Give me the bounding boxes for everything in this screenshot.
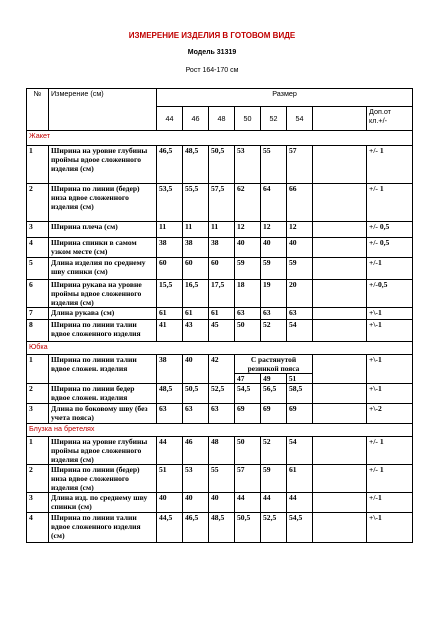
size-value: 12 xyxy=(235,222,261,238)
row-measurement: Длина изделия по среднему шву спинки (см) xyxy=(49,258,157,280)
row-number: 7 xyxy=(27,308,49,320)
header-size: Размер xyxy=(157,89,413,107)
size-value: 40 xyxy=(235,238,261,258)
row-number: 4 xyxy=(27,238,49,258)
elastic-waist-subtable xyxy=(235,355,312,383)
size-value: 69 xyxy=(235,404,261,424)
size-value: 50 xyxy=(235,320,261,342)
section-title: Юбка xyxy=(27,342,413,355)
row-measurement: Ширина по линии (бедер) низа вдвое сложенного изделия (см) xyxy=(49,465,157,493)
row-number: 1 xyxy=(27,146,49,184)
size-value: 38 xyxy=(183,238,209,258)
size-value: 52 xyxy=(261,320,287,342)
row-measurement: Ширина по линии талии вдвое сложенного изделия xyxy=(49,320,157,342)
size-value: 57,5 xyxy=(209,184,235,222)
size-value: 59 xyxy=(261,258,287,280)
size-value: 50,5 xyxy=(209,146,235,184)
header-spacer xyxy=(313,107,367,131)
size-value: 40 xyxy=(183,493,209,513)
tolerance-value: +/- 1 xyxy=(367,184,413,222)
spacer-cell xyxy=(313,320,367,342)
size-value: 41 xyxy=(157,320,183,342)
spacer-cell xyxy=(313,493,367,513)
tolerance-value: +/- 1 xyxy=(367,146,413,184)
spacer-cell xyxy=(313,404,367,424)
size-value: 40 xyxy=(183,355,209,384)
size-value: 17,5 xyxy=(209,280,235,308)
size-value: 19 xyxy=(261,280,287,308)
row-measurement: Ширина плеча (см) xyxy=(49,222,157,238)
spacer-cell xyxy=(313,146,367,184)
section-title: Блузка на бретелях xyxy=(27,424,413,437)
section-row xyxy=(27,131,413,146)
size-value: 11 xyxy=(183,222,209,238)
tolerance-value: +\-1 xyxy=(367,384,413,404)
size-value: 48,5 xyxy=(157,384,183,404)
model-number: Модель 31319 xyxy=(187,49,237,56)
tolerance-value: +\-1 xyxy=(367,355,413,384)
row-number: 4 xyxy=(27,513,49,543)
size-value: 63 xyxy=(209,404,235,424)
row-number: 3 xyxy=(27,404,49,424)
size-value: 45 xyxy=(209,320,235,342)
size-value: 50,5 xyxy=(235,513,261,543)
row-number: 2 xyxy=(27,384,49,404)
section-title: Жакет xyxy=(27,131,413,146)
row-measurement: Ширина на уровне глубины проймы вдоое сложенного изделия (см) xyxy=(49,146,157,184)
row-number: 6 xyxy=(27,280,49,308)
row-measurement: Ширина на уровне глубины проймы вдвое сложенного изделия (см) xyxy=(49,437,157,465)
size-value: 59 xyxy=(235,258,261,280)
size-value: 55,5 xyxy=(183,184,209,222)
size-value: 44 xyxy=(261,493,287,513)
size-value: 12 xyxy=(287,222,313,238)
document-title: ИЗМЕРЕНИЕ ИЗДЕЛИЯ В ГОТОВОМ ВИДЕ xyxy=(128,31,296,40)
tolerance-value: +/-1 xyxy=(367,493,413,513)
size-value: 61 xyxy=(287,465,313,493)
elastic-waist-note: С растянутой резинкой пояса xyxy=(235,355,312,374)
size-value: 60 xyxy=(183,258,209,280)
header-measurement: Измерение (см) xyxy=(49,89,157,131)
size-value: 54 xyxy=(287,320,313,342)
table-row xyxy=(27,258,413,280)
tolerance-value: +/- 1 xyxy=(367,437,413,465)
row-measurement: Длина по боковому шву (без учета пояса) xyxy=(49,404,157,424)
elastic-waist-cell xyxy=(235,355,313,384)
tolerance-value: +/-1 xyxy=(367,258,413,280)
table-row xyxy=(27,384,413,404)
size-value: 38 xyxy=(157,355,183,384)
size-value: 64 xyxy=(261,184,287,222)
header-size-44: 44 xyxy=(157,107,183,131)
table-row xyxy=(27,355,413,384)
measurement-table xyxy=(26,88,413,543)
size-value: 40 xyxy=(287,238,313,258)
size-value: 18 xyxy=(235,280,261,308)
row-number: 1 xyxy=(27,437,49,465)
row-measurement: Ширина по линии талии вдвое сложен. изделия xyxy=(49,355,157,384)
size-value: 46,5 xyxy=(157,146,183,184)
section-row xyxy=(27,342,413,355)
tolerance-value: +\-2 xyxy=(367,404,413,424)
size-value: 69 xyxy=(261,404,287,424)
size-value: 55 xyxy=(209,465,235,493)
size-value: 44 xyxy=(287,493,313,513)
row-measurement: Длина изд. по среднему шву спинки (см) xyxy=(49,493,157,513)
spacer-cell xyxy=(313,308,367,320)
table-row xyxy=(27,238,413,258)
table-row xyxy=(27,437,413,465)
spacer-cell xyxy=(313,384,367,404)
row-number: 1 xyxy=(27,355,49,384)
table-row xyxy=(27,404,413,424)
row-measurement: Ширина по линии талии вдвое сложенного изделия (см) xyxy=(49,513,157,543)
size-value: 48,5 xyxy=(209,513,235,543)
size-value: 38 xyxy=(157,238,183,258)
size-value: 53 xyxy=(235,146,261,184)
tolerance-value: +/- 0,5 xyxy=(367,222,413,238)
row-measurement: Длина рукава (см) xyxy=(49,308,157,320)
size-value: 50,5 xyxy=(183,384,209,404)
spacer-cell xyxy=(313,258,367,280)
elastic-size-value: 47 xyxy=(235,374,261,384)
size-value: 61 xyxy=(157,308,183,320)
tolerance-value: +/- 0,5 xyxy=(367,238,413,258)
size-value: 48,5 xyxy=(183,146,209,184)
row-number: 2 xyxy=(27,184,49,222)
size-value: 54,5 xyxy=(287,513,313,543)
size-value: 59 xyxy=(261,465,287,493)
header-size-46: 46 xyxy=(183,107,209,131)
size-value: 15,5 xyxy=(157,280,183,308)
size-value: 42 xyxy=(209,355,235,384)
table-body xyxy=(27,131,413,543)
row-measurement: Ширина по линии (бедер) низа вдвое сложенного изделия (см) xyxy=(49,184,157,222)
table-row xyxy=(27,222,413,238)
size-value: 59 xyxy=(287,258,313,280)
spacer-cell xyxy=(313,437,367,465)
size-value: 53,5 xyxy=(157,184,183,222)
size-value: 46 xyxy=(183,437,209,465)
height-range: Рост 164-170 см xyxy=(185,67,239,74)
spacer-cell xyxy=(313,222,367,238)
spacer-cell xyxy=(313,184,367,222)
row-measurement: Ширина по линии бедер вдвое сложен. изделия xyxy=(49,384,157,404)
size-value: 48 xyxy=(209,437,235,465)
size-value: 63 xyxy=(235,308,261,320)
spacer-cell xyxy=(313,465,367,493)
size-value: 40 xyxy=(261,238,287,258)
size-value: 56,5 xyxy=(261,384,287,404)
spacer-cell xyxy=(313,238,367,258)
size-value: 57 xyxy=(235,465,261,493)
size-value: 63 xyxy=(287,308,313,320)
header-size-52: 52 xyxy=(261,107,287,131)
size-value: 12 xyxy=(261,222,287,238)
size-value: 46,5 xyxy=(183,513,209,543)
table-row xyxy=(27,513,413,543)
tolerance-value: +\-1 xyxy=(367,513,413,543)
table-row xyxy=(27,146,413,184)
table-row xyxy=(27,280,413,308)
tolerance-value: +/- 1 xyxy=(367,465,413,493)
row-number: 2 xyxy=(27,465,49,493)
size-value: 44 xyxy=(157,437,183,465)
size-value: 55 xyxy=(261,146,287,184)
size-value: 57 xyxy=(287,146,313,184)
row-number: 8 xyxy=(27,320,49,342)
size-value: 61 xyxy=(183,308,209,320)
table-row xyxy=(27,184,413,222)
size-value: 40 xyxy=(157,493,183,513)
size-value: 63 xyxy=(261,308,287,320)
size-value: 53 xyxy=(183,465,209,493)
size-value: 58,5 xyxy=(287,384,313,404)
size-value: 11 xyxy=(209,222,235,238)
spacer-cell xyxy=(313,355,367,384)
size-value: 62 xyxy=(235,184,261,222)
size-value: 61 xyxy=(209,308,235,320)
size-value: 50 xyxy=(235,437,261,465)
size-value: 54,5 xyxy=(235,384,261,404)
size-value: 66 xyxy=(287,184,313,222)
tolerance-value: +\-1 xyxy=(367,320,413,342)
size-value: 16,5 xyxy=(183,280,209,308)
size-value: 40 xyxy=(209,493,235,513)
size-value: 38 xyxy=(209,238,235,258)
table-row xyxy=(27,308,413,320)
header-size-50: 50 xyxy=(235,107,261,131)
header-size-54: 54 xyxy=(287,107,313,131)
size-value: 60 xyxy=(209,258,235,280)
size-value: 52,5 xyxy=(209,384,235,404)
size-value: 69 xyxy=(287,404,313,424)
table-row xyxy=(27,320,413,342)
header-number: № xyxy=(27,89,49,131)
header-size-48: 48 xyxy=(209,107,235,131)
tolerance-value: +/-0,5 xyxy=(367,280,413,308)
size-value: 11 xyxy=(157,222,183,238)
tolerance-value: +\-1 xyxy=(367,308,413,320)
size-value: 52 xyxy=(261,437,287,465)
header-tolerance: Доп.от кл.+/- xyxy=(367,107,413,131)
size-value: 63 xyxy=(183,404,209,424)
row-number: 3 xyxy=(27,222,49,238)
section-row xyxy=(27,424,413,437)
elastic-size-value: 51 xyxy=(288,374,297,383)
row-number: 3 xyxy=(27,493,49,513)
row-measurement: Ширина рукава на уровне проймы вдвое сложенного изделия (см) xyxy=(49,280,157,308)
size-value: 52,5 xyxy=(261,513,287,543)
size-value: 54 xyxy=(287,437,313,465)
table-row xyxy=(27,493,413,513)
row-measurement: Ширина спинки в самом узком месте (см) xyxy=(49,238,157,258)
size-value: 20 xyxy=(287,280,313,308)
spacer-cell xyxy=(313,280,367,308)
size-value: 44 xyxy=(235,493,261,513)
spacer-cell xyxy=(313,513,367,543)
row-number: 5 xyxy=(27,258,49,280)
size-value: 43 xyxy=(183,320,209,342)
table-row xyxy=(27,465,413,493)
elastic-size-value: 49 xyxy=(261,374,287,384)
size-value: 51 xyxy=(157,465,183,493)
size-value: 44,5 xyxy=(157,513,183,543)
size-value: 63 xyxy=(157,404,183,424)
size-value: 60 xyxy=(157,258,183,280)
